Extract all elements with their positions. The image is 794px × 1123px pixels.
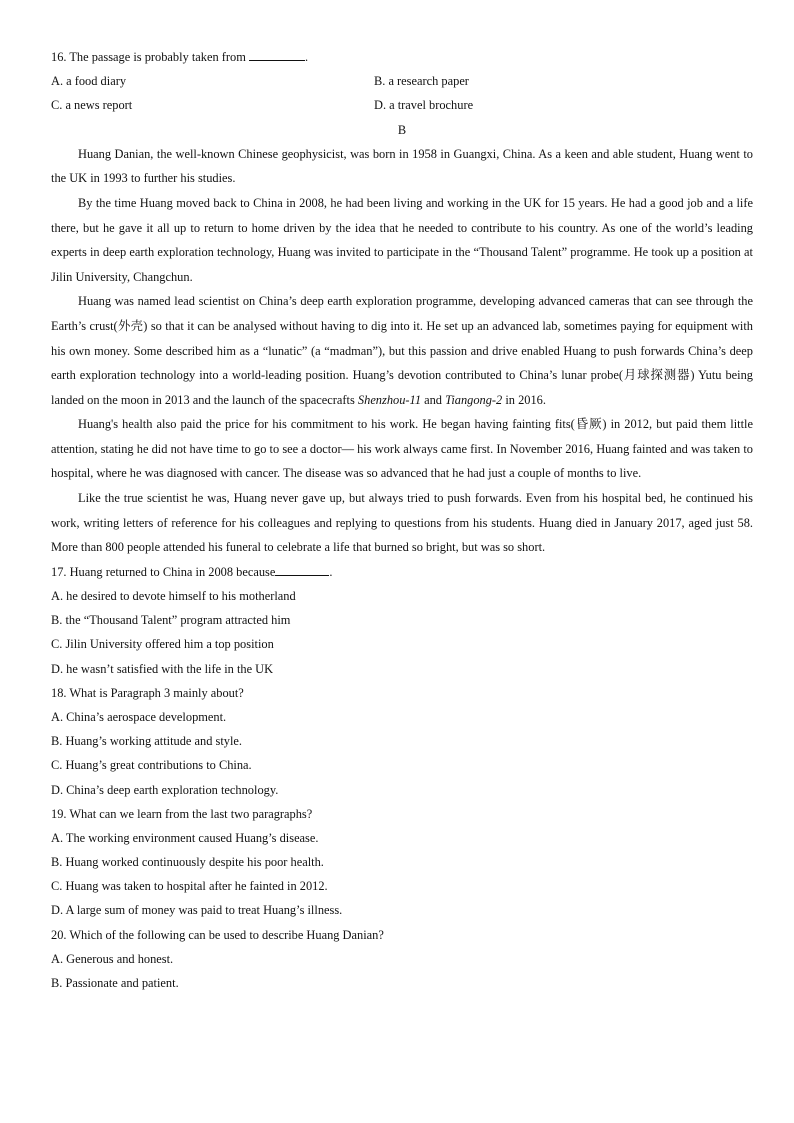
question-16-stem: 16. The passage is probably taken from . [51,45,753,69]
option-c: C. a news report [51,98,133,113]
question-16-options-row-1 [51,69,753,93]
spacecraft-name: Shenzhou-11 [357,392,422,407]
passage-paragraph-1: Huang Danian, the well-known Chinese geophysicist, was born in 1958 in Guangxi, China. As a keen and able student, Huang went to the UK in 1993 to further his studies. [51,146,753,186]
passage-paragraph-2: By the time Huang moved back to China in 2008, he had been living and working in the UK for 15 years. He had a good job and a life there, but he gave it all up to return to home driven by the idea that he needed to contribute to his country. As one of the world’s leading experts in deep earth exploration technology, Huang was invited to participate in the “Thousand Talent” programme. He took up a position at Jilin University, Changchun. [51,195,753,284]
option-c: C. Huang’s great contributions to China. [51,758,252,773]
question-20-stem: 20. Which of the following can be used to describe Huang Danian? [51,927,384,942]
answer-blank [249,46,305,61]
option-b: B. a research paper [374,74,469,89]
option-b: B. Huang’s working attitude and style. [51,734,242,749]
option-b: B. Passionate and patient. [51,976,179,991]
spacecraft-name: Tiangong-2 [445,392,503,407]
question-18-stem: 18. What is Paragraph 3 mainly about? [51,685,244,700]
option-a: A. he desired to devote himself to his motherland [51,589,296,604]
passage-paragraph-3: Huang was named lead scientist on China’s deep earth exploration programme, developing advanced cameras that can see through the Earth’s crust(外壳) so that it can be analysed without having to dig into it. He set up an advanced lab, sometimes paying for equipment with his own money. Some described him as a “lunatic” (a “madman”), but this passion and drive enabled Huang to push forwards China’s deep earth exploration technology into a world-leading position. Huang’s devotion contributed to China’s lunar probe(月球探测器) Yutu being landed on the moon in 2013 and the launch of the spacecrafts Shenzhou-11 and Tiangong-2 in 2016. [51,294,753,407]
option-c: C. Huang was taken to hospital after he fainted in 2012. [51,879,328,894]
option-a: A. a food diary [51,74,127,89]
option-a: A. The working environment caused Huang’s disease. [51,830,319,845]
option-d: D. China’s deep earth exploration technology. [51,782,279,797]
question-19-stem: 19. What can we learn from the last two paragraphs? [51,806,313,821]
passage-paragraph-5: Like the true scientist he was, Huang never gave up, but always tried to push forwards. Even from his hospital bed, he continued his work, writing letters of reference for his colleagues and replying to questions from his students. Huang died in January 2017, aged just 58. More than 800 people attended his funeral to celebrate a life that burned so bright, but was so short. [51,491,753,555]
exam-page [51,45,753,995]
option-a: A. Generous and honest. [51,951,174,966]
option-d: D. a travel brochure [374,98,474,113]
answer-blank [275,561,329,576]
question-17-stem: 17. Huang returned to China in 2008 because . [51,560,753,584]
option-b: B. the “Thousand Talent” program attracted him [51,613,291,628]
option-c: C. Jilin University offered him a top position [51,637,274,652]
section-label: B [397,122,407,137]
passage-paragraph-4: Huang's health also paid the price for his commitment to his work. He began having fainting fits(昏厥) in 2012, but paid them little attention, stating he did not have time to go to see a doctor— his work always came first. In November 2016, Huang fainted and was taken to hospital, where he was diagnosed with cancer. The disease was so advanced that he had just a couple of months to live. [51,417,753,481]
question-16-options-row-2 [51,93,753,117]
option-d: D. A large sum of money was paid to treat Huang’s illness. [51,903,343,918]
option-b: B. Huang worked continuously despite his poor health. [51,855,324,870]
option-d: D. he wasn’t satisfied with the life in the UK [51,661,274,676]
option-a: A. China’s aerospace development. [51,709,227,724]
